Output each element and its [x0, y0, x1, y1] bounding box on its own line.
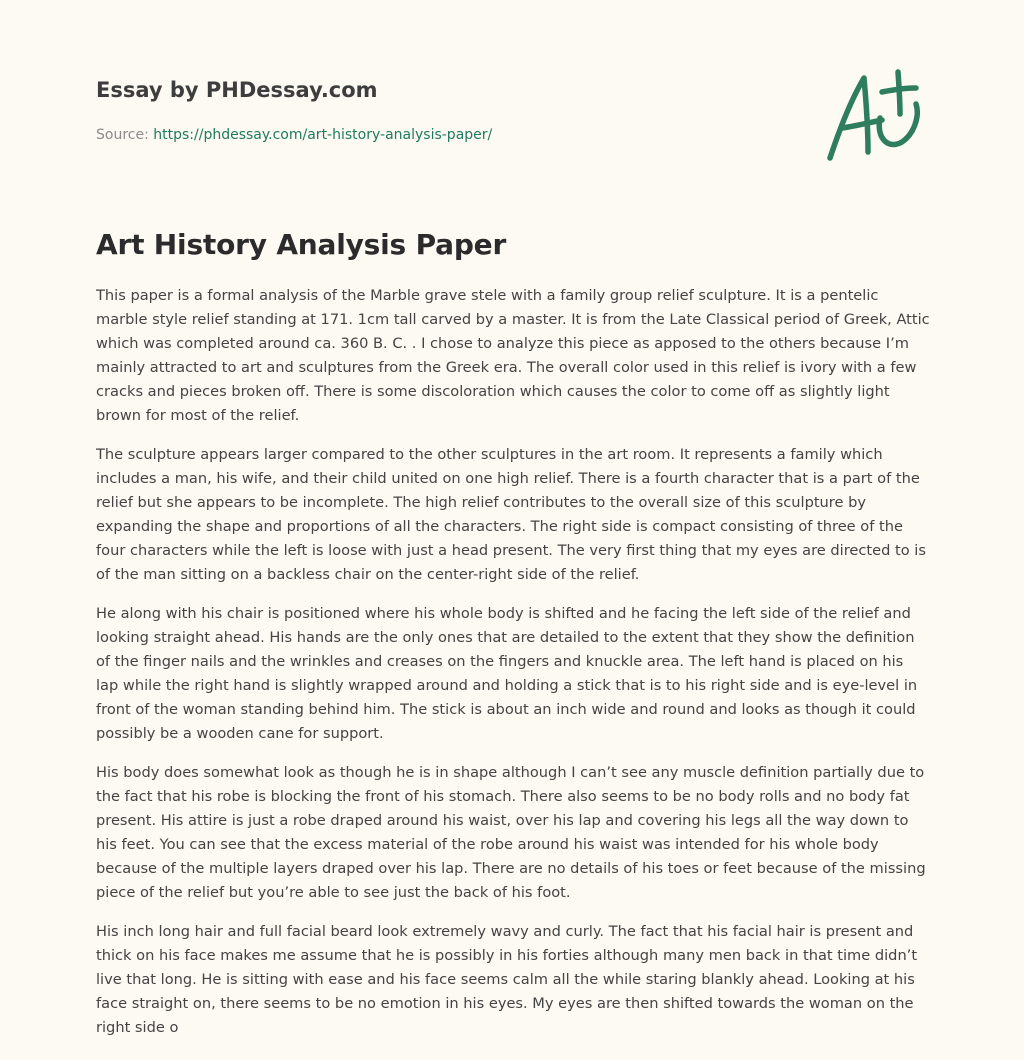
essay-header [96, 72, 796, 145]
brand-title: Essay by PHDessay.com [96, 78, 378, 102]
article-body [96, 284, 930, 1055]
paragraph: He along with his chair is positioned where his whole body is shifted and he facing the left side of the relief and looking straight ahead. His hands are the only ones that are detailed to the extent that they show the definition of the finger nails and the wrinkles and creases on the fingers and knuckle area. The left hand is placed on his lap while the right hand is slightly wrapped around and holding a stick that is to his right side and is eye-level in front of the woman standing behind him. The stick is about an inch wide and round and looks as though it could possibly be a wooden cane for support. [96, 605, 918, 742]
paragraph: His body does somewhat look as though he is in shape although I can’t see any muscle definition partially due to the fact that his robe is blocking the front of his stomach. There also seems to be no body rolls and no body fat present. His attire is just a robe draped around his waist, over his lap and covering his legs all the way down to his feet. You can see that the excess material of the robe around his waist was intended for his whole body because of the multiple layers draped over his lap. There are no details of his toes or feet because of the missing piece of the relief but you’re able to see just the back of his foot. [96, 764, 926, 901]
source-label: Source: [96, 127, 154, 143]
article-title: Art History Analysis Paper [96, 228, 507, 261]
paragraph: The sculpture appears larger compared to the other sculptures in the art room. It represents a family which includes a man, his wife, and their child united on one high relief. There is a fourth character that is a part of the relief but she appears to be incomplete. The high relief contributes to the overall size of this sculpture by expanding the shape and proportions of all the characters. The right side is compact consisting of three of the four characters while the left is loose with just a head present. The very first thing that my eyes are directed to is of the man sitting on a backless chair on the center-right side of the relief. [96, 446, 926, 583]
paragraph: This paper is a formal analysis of the Marble grave stele with a family group relief sculpture. It is a pentelic marble style relief standing at 171. 1cm tall carved by a master. It is from the Late Classical period of Greek, Attic which was completed around ca. 360 B. C. . I chose to analyze this piece as apposed to the others because I’m mainly attracted to art and sculptures from the Greek era. The overall color used in this relief is ivory with a few cracks and pieces broken off. There is some discoloration which causes the color to come off as slightly light brown for most of the relief. [96, 287, 930, 424]
paragraph: His inch long hair and full facial beard look extremely wavy and curly. The fact that his facial hair is present and thick on his face makes me assume that he is possibly in his forties although many men back in that time didn’t live that long. He is sitting with ease and his face seems calm all the while staring blankly ahead. Looking at his face straight on, there seems to be no emotion in his eyes. My eyes are then shifted towards the woman on the right side o [96, 923, 918, 1036]
a-plus-logo-icon [818, 66, 930, 166]
source-line [96, 125, 796, 145]
source-link[interactable]: https://phdessay.com/art-history-analysis-paper/ [153, 127, 493, 143]
